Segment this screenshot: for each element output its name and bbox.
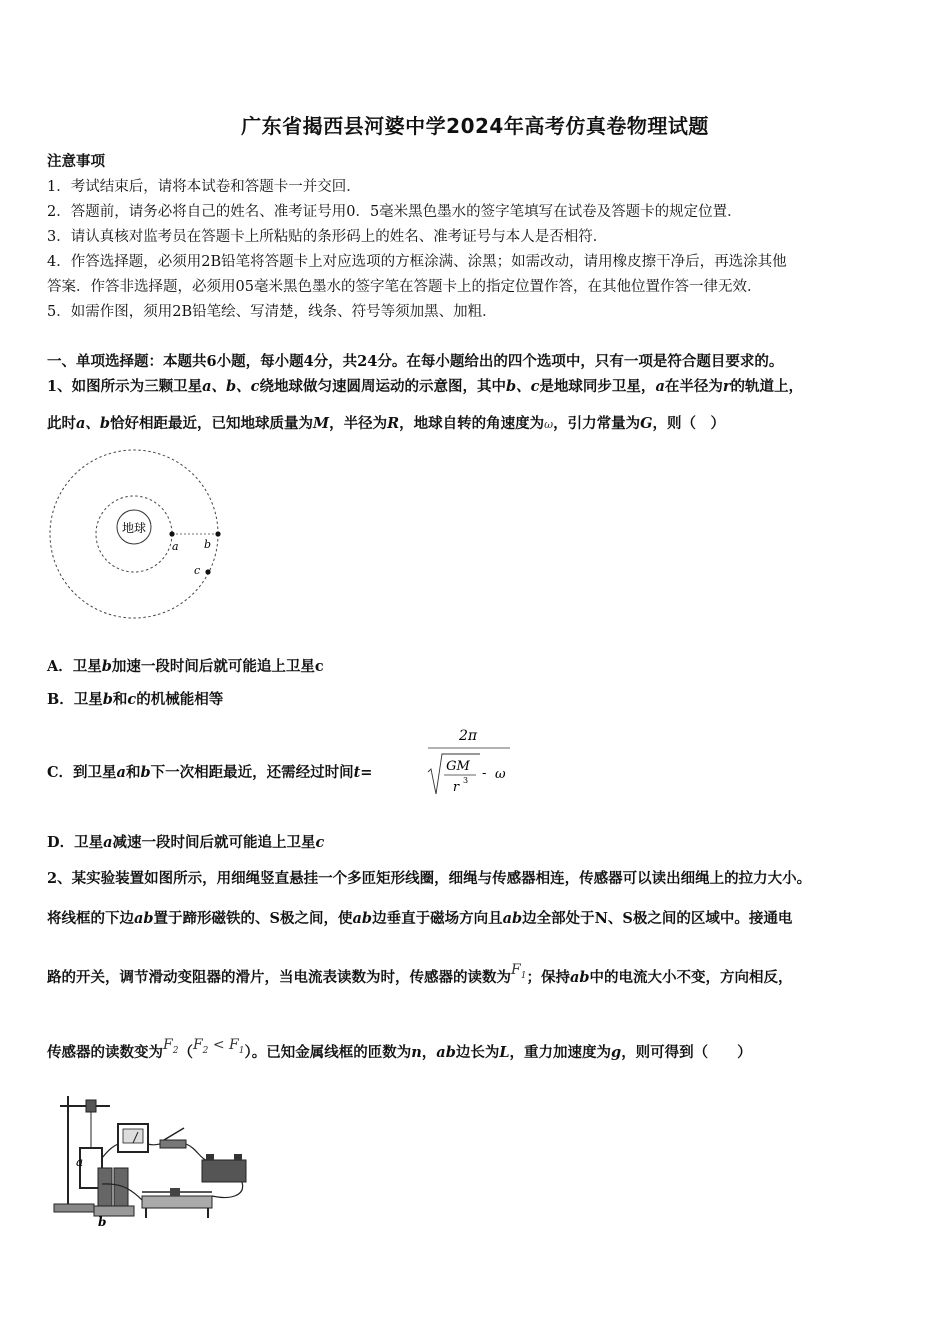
label-b: b [204,538,212,551]
formula-GM: GM [446,759,470,774]
q1-option-c: C．到卫星a和b下一次相距最近，还需经过时间t= [47,764,373,781]
page-title: 广东省揭西县河婆中学2024年高考仿真卷物理试题 [241,114,709,138]
apparatus-label-b: b [98,1215,107,1229]
formula-exp: 3 [463,776,469,785]
satellite-b-dot [215,531,220,536]
notice-item-4: 4．作答选择题，必须用2B铅笔将答题卡上对应选项的方框涂满、涂黑；如需改动，请用橡皮擦干净后，再选涂其他 [47,254,787,270]
q1-stem-line1: 1、如图所示为三颗卫星a、b、c绕地球做匀速圆周运动的示意图，其中b、c是地球同步卫星，a在半径为r的轨道上， [47,378,803,395]
notice-item-2: 2．答题前，请务必将自己的姓名、准考证号用0．5毫米黑色墨水的签字笔填写在试卷及答题卡的规定位置． [47,204,742,220]
apparatus-label-a: a [76,1155,84,1169]
notice-item-4-cont: 答案．作答非选择题，必须用05毫米黑色墨水的签字笔在答题卡上的指定位置作答，在其他位置作答一律无效． [47,279,762,295]
notice-item-5: 5．如需作图，须用2B铅笔绘、写清楚，线条、符号等须加黑、加粗． [47,304,497,320]
q1-option-a: A．卫星b加速一段时间后就可能追上卫星c [47,658,324,675]
q1-orbit-figure [46,446,226,622]
formula-omega: ω [495,767,506,782]
section1-heading: 一、单项选择题：本题共6小题，每小题4分，共24分。在每小题给出的四个选项中，只有一项是符合题目要求的。 [47,353,784,370]
q1-stem-line2: 此时a、b恰好相距最近，已知地球质量为M，半径为R，地球自转的角速度为ω，引力常量为G，则（ ） [47,415,726,432]
q2-stem-line1: 2、某实验装置如图所示，用细绳竖直悬挂一个多匝矩形线圈，细绳与传感器相连，传感器可以读出细绳上的拉力大小。 [47,870,812,887]
formula-r: r [452,780,460,795]
q1-option-d: D．卫星a减速一段时间后就可能追上卫星c [47,834,325,851]
notice-item-3: 3．请认真核对监考员在答题卡上所粘贴的条形码上的姓名、准考证号与本人是否相符． [47,229,608,245]
notice-heading: 注意事项 [47,153,105,170]
q1-option-c-formula [422,722,522,800]
label-a: a [172,540,179,553]
earth-label: 地球 [121,521,147,535]
notice-item-1: 1．考试结束后，请将本试卷和答题卡一并交回． [47,179,361,195]
label-c: c [194,564,201,577]
formula-numerator: 2π [458,728,478,744]
satellite-a-dot [169,531,174,536]
formula-minus: - [482,766,487,781]
satellite-c-dot [205,569,210,574]
q2-stem-line4: 传感器的读数变为$F_2(F_2 < F_1)$。已知金属线框的匝数为n，ab边长为L，重力加速度为g，则可得到（ ） [47,1037,752,1061]
q2-stem-line3: 路的开关，调节滑动变阻器的滑片，当电流表读数为时，传感器的读数为$F_1$；保持ab中的电流大小不变，方向相反， [47,962,793,986]
q1-option-b: B．卫星b和c的机械能相等 [47,691,224,708]
q2-stem-line2: 将线框的下边ab置于蹄形磁铁的、S极之间，使ab边垂直于磁场方向且ab边全部处于N、S极之间的区域中。接通电 [47,910,793,927]
q2-apparatus-figure [50,1088,255,1230]
